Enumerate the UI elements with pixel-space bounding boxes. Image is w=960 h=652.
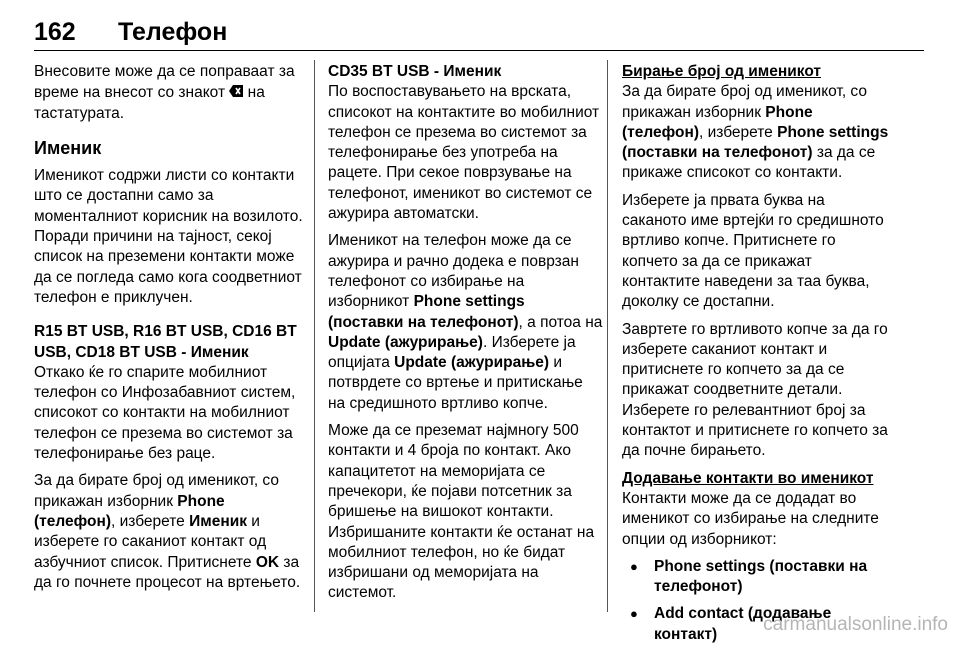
cd35-paragraph-3: Може да се преземат најмногу 500 контакти и 4 броја по контакт. Ако капацитетот на меморијата се пречекори, ќе појави потсетник за бришење на вишокот контакти. Избришаните контакти ќе останат на мобилниот телефон, но ќе бидат избришани од меморијата на системот. [328,422,595,602]
subsection-heading-dial: Бирање број од именикот [622,63,821,80]
column-1 [34,62,306,600]
header-divider [34,50,924,51]
cd35-paragraph-2: Именикот на телефон може да се ажурира и рачно додека е поврзан телефонот со избирање на изборникот Phone settings (поставки на телефонот), а потоа на Update (ажурирање). Изберете ја опцијата Update (ажурирање) и потврдете со вртење и притискање на средишното вртливо копче. [328,232,603,412]
page-header [34,10,924,50]
models-paragraph: Откако ќе го спарите мобилниот телефон со Инфозабавниот систем, списокот со контакти на мобилниот телефон се презема во системот за телефонирање без раце. [34,363,296,463]
page-number: 162 [34,18,76,46]
watermark: carmanualsonline.info [763,614,948,635]
cd35-paragraph-1: По воспоставувањето на врската, списокот на контактите во мобилниот телефон се презема во системот за телефонирање без употреба на рацете. При секое поврзување на телефонот, именикот во системот се ажурира автоматски. [328,83,600,223]
subsection-heading-cd35: CD35 BT USB - Именик [328,63,502,80]
list-item: ● Add contact (додавање контакт) [622,604,892,645]
list-item: ● Phone settings (поставки на телефонот) [622,557,892,598]
dial-paragraph-3: Завртете го вртливото копче за да го изберете саканиот контакт и притиснете го копчето за да се прикажат соодветните детали. Изберете го релевантниот број за контактот и притиснете го копчето за да почне бирањето. [622,320,888,460]
backspace-icon [229,82,243,102]
intro-paragraph: Внесовите може да се поправаат за време на внесот со знакот на тастатурата. [34,63,295,122]
subsection-heading-models: R15 BT USB, R16 BT USB, CD16 BT USB, CD18 BT USB - Именик [34,323,297,361]
dial-paragraph-1: За да бирате број од именикот, со прикажан изборник Phone (телефон), изберете Phone settings (поставки на телефонот) за да се прикаже списокот со контакти. [622,83,889,182]
column-3 [622,62,892,652]
page-title: Телефон [118,18,228,46]
dial-paragraph: За да бирате број од именикот, со прикажан изборник Phone (телефон), изберете Именик и изберете го саканиот контакт од азбучниот список. Притиснете OK за да го почнете процесот на вртењето. [34,472,301,591]
phonebook-paragraph: Именикот содржи листи со контакти што се достапни само за моменталниот корисник на возилото. Поради причини на тајност, секој список на преземени контакти може да се погледа само кога соодветниот телефон е приклучен. [34,167,303,306]
column-divider-1 [314,60,315,612]
column-2 [328,62,604,611]
add-paragraph: Контакти може да се додадат во именикот со избирање на следните опции од изборникот: [622,489,879,548]
column-divider-2 [607,60,608,612]
section-heading-phonebook: Именик [34,137,102,158]
dial-paragraph-2: Изберете ја првата буква на саканото име вртејќи го средишното вртливо копче. Притиснете го копчето за да се прикажат контактите наведени за таа буква, доколку се достапни. [622,191,884,311]
subsection-heading-add: Додавање контакти во именикот [622,469,874,487]
